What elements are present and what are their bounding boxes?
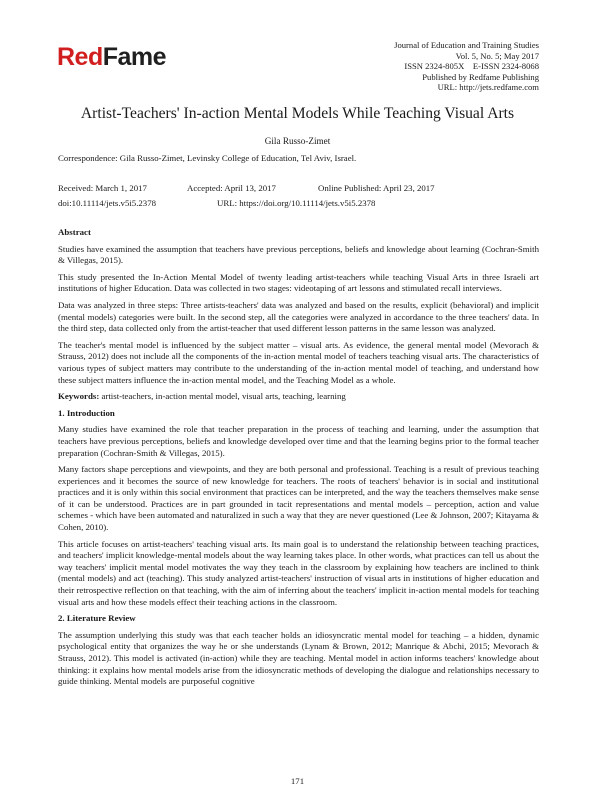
- keywords-list: artist-teachers, in-action mental model, visual arts, teaching, learning: [99, 391, 346, 402]
- keywords: [58, 391, 539, 403]
- section-paragraph: This article focuses on artist-teachers' teaching visual arts. Its main goal is to understand the relationship between teaching practices, and teachers' implicit knowledge-mental models about the way learning takes place. In other words, what practices can tell us about the way teachers' implicit mental model motivates the way they teach in the classroom by explaining how teachers are inclined to think (mental models) and act (teaching). This study analyzed artist-teachers' instruction of visual arts in institutions of higher education and their retrospective reflection on that teaching, with the aim of inferring about the teachers' implicit in-action mental models for teaching visual arts and how these models effect their teaching actions in the classroom.: [58, 538, 539, 607]
- section-heading: 1. Introduction: [58, 407, 115, 418]
- journal-issn: ISSN 2324-805X E-ISSN 2324-8068: [404, 61, 539, 72]
- section-paragraph: Many studies have examined the role that teacher preparation in the process of teaching and learning, under the assumption that teachers have previous perceptions, beliefs and knowledge developed over time and that the learning begins prior to the formal teacher preparation (Cochran-Smith & Villegas, 2015).: [58, 424, 539, 458]
- journal-url[interactable]: URL: http://jets.redfame.com: [437, 82, 539, 93]
- abstract-paragraph: The teacher's mental model is influenced by the subject matter – visual arts. As evidence, the general mental model (Mevorach & Strauss, 2012) does not include all the components of the in-action mental model of teachers teaching visual arts. The characteristics of various types of subject matters may contribute to the understanding of the in-action mental model of teaching, and understand how these subject matters influence the in-action mental model, and the Teaching Model as a whole.: [58, 339, 539, 385]
- article-title: Artist-Teachers' In-action Mental Models While Teaching Visual Arts: [80, 105, 515, 122]
- keywords-label: Keywords:: [58, 391, 100, 402]
- correspondence: Correspondence: Gila Russo-Zimet, Levinsky College of Education, Tel Aviv, Israel.: [58, 153, 357, 163]
- publisher-logo: [57, 42, 166, 72]
- page-number: 171: [290, 776, 305, 786]
- section-paragraph: Many factors shape perceptions and viewpoints, and they are both personal and professional. Teaching is a result of previous teaching experiences and it becomes the source of new knowledge for teachers. The roots of teachers' behavior is in social and institutional practices and it is only within this social environment that practices can be interpreted, and the way the teachers themselves make sense of it can be understood. Practices are in part grounded in tacit representations and mental models – perception, action and value schemes - which have been automated and naturalized in such a way that they are never questioned (Lee & Johnson, 2007; Kitayama & Cohen, 2010).: [58, 464, 539, 533]
- doi: doi:10.11114/jets.v5i5.2378: [58, 198, 156, 208]
- journal-volume: Vol. 5, No. 5; May 2017: [455, 50, 539, 61]
- article-body: [58, 227, 539, 693]
- journal-info: [339, 40, 539, 93]
- online-published-date: Online Published: April 23, 2017: [318, 183, 435, 193]
- logo-dark-text: Fame: [102, 43, 167, 71]
- received-date: Received: March 1, 2017: [58, 183, 147, 193]
- journal-name: Journal of Education and Training Studies: [394, 40, 539, 50]
- doi-url[interactable]: URL: https://doi.org/10.11114/jets.v5i5.2378: [217, 198, 376, 208]
- abstract-paragraph: This study presented the In-Action Mental Model of twenty leading artist-teachers while teaching Visual Arts in three Israeli art institutions of higher Education. Data was collected in two stages: videotaping of art lessons and stimulated recall interviews.: [58, 271, 539, 294]
- article-author: Gila Russo-Zimet: [264, 136, 331, 146]
- logo-red-text: Red: [57, 43, 103, 71]
- section-paragraph: The assumption underlying this study was that each teacher holds an idiosyncratic mental model for teaching – a hidden, dynamic psychological entity that organizes the way he or she understands (Lynam & Brown, 2012; Manrique & Abchi, 2015; Mevorach & Strauss, 2012). This model is activated (in-action) while they are teaching. Mental model in action informs teachers' knowledge about thinking: it explains how mental models arise from the idiosyncratic methods of developing the dialogue and relationships necessary to guide thinking. Mental models are purposeful cognitive: [58, 629, 539, 687]
- section-heading: 2. Literature Review: [58, 613, 136, 624]
- journal-publisher: Published by Redfame Publishing: [422, 71, 539, 82]
- abstract-paragraph: Data was analyzed in three steps: Three artists-teachers' data was analyzed and based on the results, explicit (behavioral) and implicit (mental models) categories were built. In the second step, all the categories were analyzed in accordance to the three teachers' data. In the third step, data collected only from the artist-teacher that used different lesson patterns in the same lesson was analyzed.: [58, 299, 539, 334]
- accepted-date: Accepted: April 13, 2017: [187, 183, 276, 193]
- abstract-heading: Abstract: [58, 227, 91, 237]
- abstract-paragraph: Studies have examined the assumption that teachers have previous perceptions, beliefs and knowledge about learning (Cochran-Smith & Villegas, 2015).: [58, 243, 539, 266]
